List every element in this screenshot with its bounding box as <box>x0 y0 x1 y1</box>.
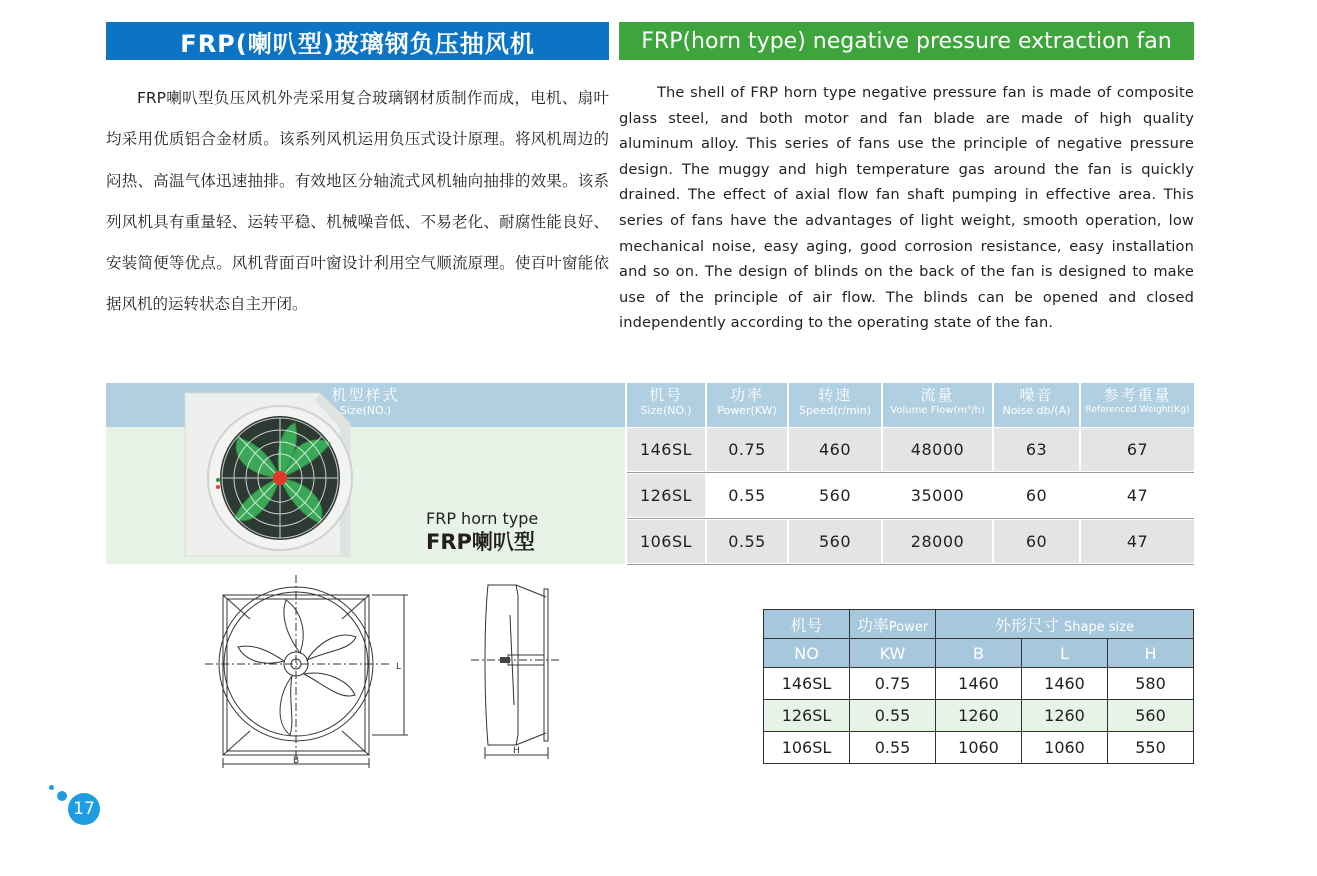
side-view-drawing <box>466 575 566 765</box>
row-divider <box>627 518 1194 519</box>
intro-english: The shell of FRP horn type negative pressure fan is made of composite glass steel, and both motor and fan blade are made of high quality aluminum alloy. This series of fans use the principle of negative pressure design. The muggy and high temperature gas around the fan is quickly drained. The effect of axial flow fan shaft pumping in effective area. This series of fans have the advantages of light weight, smooth operation, low mechanical noise, easy aging, good corrosion resistance, easy installation and so on. The design of blinds on the back of the fan is designed to make use of the principle of air flow. The blinds can be opened and closed independently according to the operating state of the fan. <box>619 84 1194 332</box>
shape-cell: 146SL <box>764 668 850 700</box>
spec-model-header-en: Size(NO.) <box>339 404 392 417</box>
model-label-en: FRP horn type <box>426 509 539 528</box>
unit-cell: H <box>1108 639 1194 668</box>
spec-col-speed-cn: 转速 <box>817 386 852 404</box>
shape-cell: 1260 <box>1022 700 1108 732</box>
front-view-drawing <box>200 575 415 770</box>
decor-dot-medium <box>57 791 67 801</box>
page-number: 17 <box>68 793 100 825</box>
spec-col-power <box>707 383 787 427</box>
spec-col-size-en: Size(NO.) <box>640 404 692 417</box>
shape-col-power <box>850 610 936 639</box>
shape-size-table <box>763 609 1194 764</box>
spec-model-header-cn: 机型样式 <box>331 386 400 404</box>
spec-cell: 106SL <box>627 520 705 563</box>
shape-cell: 560 <box>1108 700 1194 732</box>
shape-cell: 106SL <box>764 732 850 764</box>
shape-col-no: 机号 <box>764 610 850 639</box>
shape-cell: 1460 <box>1022 668 1108 700</box>
shape-col-size <box>936 610 1194 639</box>
spec-cell: 126SL <box>627 474 705 517</box>
dim-h-label: H <box>513 746 520 756</box>
shape-col-size-cn: 外形尺寸 <box>994 615 1059 635</box>
spec-col-size-cn: 机号 <box>648 386 683 404</box>
spec-col-power-cn: 功率 <box>729 386 764 404</box>
spec-cell: 560 <box>789 474 881 517</box>
unit-cell: KW <box>850 639 936 668</box>
row-divider <box>627 472 1194 473</box>
title-english: FRP(horn type) negative pressure extraction fan <box>619 22 1194 60</box>
spec-col-weight-cn: 参考重量 <box>1103 386 1172 404</box>
spec-cell: 47 <box>1081 520 1194 563</box>
shape-cell: 0.55 <box>850 732 936 764</box>
shape-cell: 1060 <box>1022 732 1108 764</box>
spec-cell: 28000 <box>883 520 992 563</box>
spec-col-flow <box>883 383 992 427</box>
shape-cell: 550 <box>1108 732 1194 764</box>
spec-cell: 0.75 <box>707 428 787 471</box>
spec-col-noise-cn: 噪音 <box>1019 386 1054 404</box>
spec-cell: 35000 <box>883 474 992 517</box>
shape-col-power-cn: 功率 <box>856 615 889 635</box>
shape-cell: 126SL <box>764 700 850 732</box>
title-chinese: FRP(喇叭型)玻璃钢负压抽风机 <box>106 22 609 60</box>
spec-col-weight <box>1081 383 1194 427</box>
shape-cell: 1460 <box>936 668 1022 700</box>
unit-cell: L <box>1022 639 1108 668</box>
model-label-cn: FRP喇叭型 <box>426 530 535 554</box>
spec-cell: 63 <box>994 428 1079 471</box>
unit-cell: B <box>936 639 1022 668</box>
shape-col-power-en: Power <box>888 619 929 635</box>
spec-col-speed <box>789 383 881 427</box>
spec-cell: 460 <box>789 428 881 471</box>
spec-cell: 146SL <box>627 428 705 471</box>
spec-cell: 60 <box>994 474 1079 517</box>
spec-col-weight-en: Referenced Weight(Kg) <box>1085 405 1190 415</box>
spec-col-flow-en: Volume Flow(m³/h) <box>890 405 985 416</box>
spec-cell: 0.55 <box>707 520 787 563</box>
spec-col-size <box>627 383 705 427</box>
shape-cell: 1060 <box>936 732 1022 764</box>
fan-photo <box>180 388 370 558</box>
dim-b-label: B <box>293 756 300 766</box>
row-divider <box>627 564 1194 565</box>
spec-cell: 67 <box>1081 428 1194 471</box>
dim-l-label: L <box>396 662 402 672</box>
shape-cell: 580 <box>1108 668 1194 700</box>
spec-col-power-en: Power(KW) <box>717 404 777 417</box>
spec-cell: 48000 <box>883 428 992 471</box>
shape-cell: 0.75 <box>850 668 936 700</box>
shape-cell: 0.55 <box>850 700 936 732</box>
spec-cell: 60 <box>994 520 1079 563</box>
unit-cell: NO <box>764 639 850 668</box>
spec-col-flow-cn: 流量 <box>920 386 955 404</box>
decor-dot-small <box>49 785 54 790</box>
shape-cell: 1260 <box>936 700 1022 732</box>
spec-cell: 47 <box>1081 474 1194 517</box>
intro-chinese: FRP喇叭型负压风机外壳采用复合玻璃钢材质制作而成，电机、扇叶均采用优质铝合金材质。该系列风机运用负压式设计原理。将风机周边的闷热、高温气体迅速抽排。有效地区分轴流式风机轴向抽排的效果。该系列风机具有重量轻、运转平稳、机械噪音低、不易老化、耐腐性能良好、安装简便等优点。风机背面百叶窗设计利用空气顺流原理。使百叶窗能依据风机的运转状态自主开闭。 <box>106 89 609 314</box>
spec-cell: 0.55 <box>707 474 787 517</box>
spec-col-noise <box>994 383 1079 427</box>
spec-cell: 560 <box>789 520 881 563</box>
spec-col-speed-en: Speed(r/min) <box>798 404 872 417</box>
shape-col-size-en: Shape size <box>1064 619 1135 635</box>
spec-col-noise-en: Noise db/(A) <box>1002 404 1071 417</box>
